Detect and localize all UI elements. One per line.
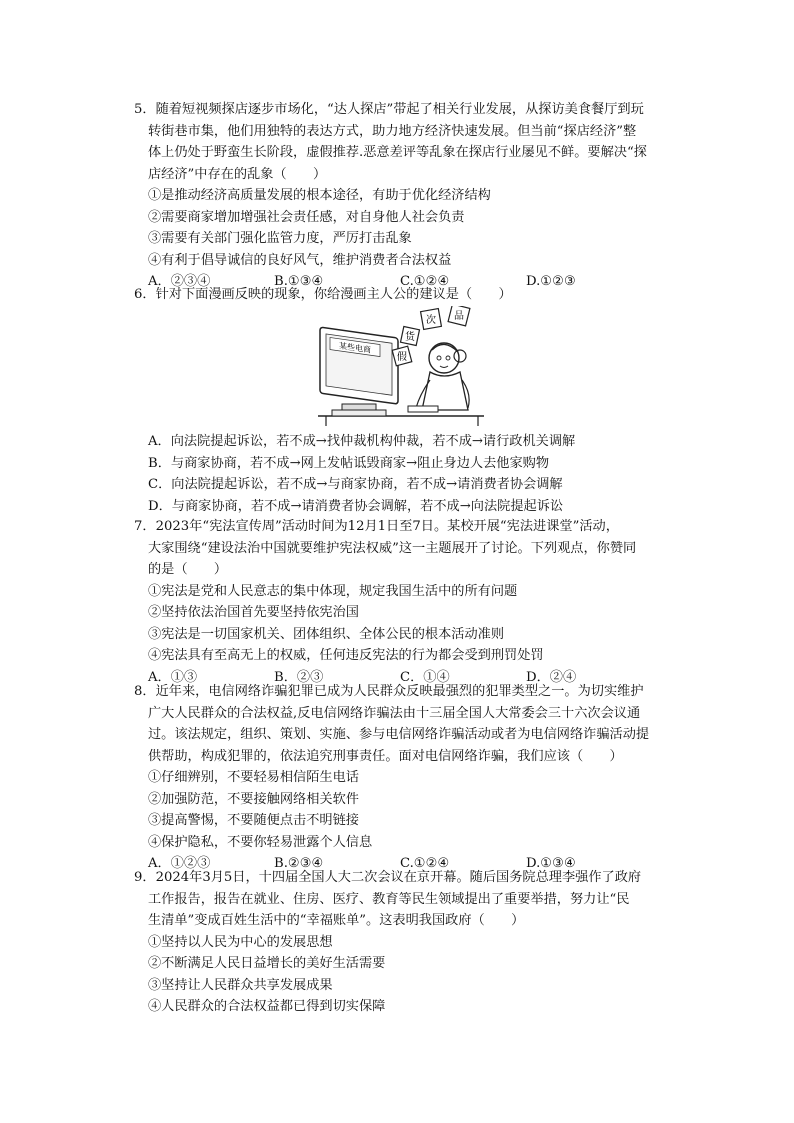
box-jia (392, 346, 412, 366)
question-number: 8． (134, 684, 156, 699)
question-number: 7． (134, 519, 156, 534)
stem-line: 广大人民群众的合法权益,反电信网络诈骗法由十三届全国人大常委会三十六次会议通 (148, 705, 641, 721)
choice-b[interactable]: B.①③④ (274, 274, 324, 289)
choice-a[interactable]: A．②③④ (148, 274, 211, 289)
question-number: 9． (134, 870, 156, 885)
question-number: 6． (134, 287, 156, 302)
choice-c[interactable]: C．①④ (400, 669, 450, 685)
question-stem (134, 284, 654, 306)
stem-line: 2023年“宪法宣传周”活动时间为12月1日至7日。某校开展“宪法进课堂”活动， (155, 519, 619, 534)
question-stem (134, 99, 654, 121)
choice-c[interactable]: C.①②④ (400, 856, 450, 871)
stem-line: 体上仍处于野蛮生长阶段，虚假推荐.恶意差评等乱象在探店行业屡见不鲜。要解决“探 (148, 145, 647, 160)
choice-b[interactable]: B.②③④ (274, 856, 324, 871)
stem-line: 的是（ ） (148, 562, 228, 577)
choice-a[interactable]: A．向法院提起诉讼，若不成→找仲裁机构仲裁，若不成→请行政机关调解 (148, 434, 576, 449)
statement-item: ④有利于倡导诚信的良好风气，维护消费者合法权益 (148, 252, 452, 268)
statement-item: ①坚持以人民为中心的发展思想 (148, 934, 333, 950)
question-stem (134, 867, 654, 889)
screen-label: 某些电商 (339, 341, 371, 355)
question-8 (134, 681, 654, 875)
choice-d[interactable]: D.①②③ (526, 274, 576, 289)
svg-text:次: 次 (426, 315, 436, 326)
statement-item: ④保护隐私，不要你轻易泄露个人信息 (148, 834, 373, 850)
statement-item: ④宪法具有至高无上的权威，任何违反宪法的行为都会受到刑罚处罚 (148, 648, 544, 663)
box-ci (421, 309, 442, 330)
statement-item: ②不断满足人民日益增长的美好生活需要 (148, 956, 386, 971)
stem-line: 工作报告，报告在就业、住房、医疗、教育等民生领域提出了重要举措，努力让“民 (148, 891, 630, 907)
choice-d[interactable]: D.①③④ (526, 856, 576, 871)
svg-text:货: 货 (405, 332, 415, 343)
stem-line: 店经济”中存在的乱象（ ） (148, 166, 327, 182)
stem-line: 供帮助，构成犯罪的，依法追究刑事责任。面对电信网络诈骗，我们应该（ ） (148, 748, 623, 764)
stem-line: 大家围绕“建设法治中国就要维护宪法权威”这一主题展开了讨论。下列观点，你赞同 (148, 540, 637, 556)
question-stem (134, 681, 654, 703)
statement-item: ③宪法是一切国家机关、团体组织、全体公民的根本活动准则 (148, 626, 505, 642)
choice-d[interactable]: D．②④ (526, 669, 577, 685)
question-6-options (134, 431, 654, 517)
statement-item: ③需要有关部门强化监管力度，严厉打击乱象 (148, 231, 412, 246)
box-huo (401, 327, 420, 346)
stem-line: 2024年3月5日，十四届全国人大二次会议在京开幕。随后国务院总理李强作了政府 (155, 870, 642, 885)
statement-item: ③提高警惕，不要随便点击不明链接 (148, 813, 359, 828)
statement-item: ②加强防范，不要接触网络相关软件 (148, 791, 359, 807)
statement-item: ②需要商家增加增强社会责任感，对自身他人社会负责 (148, 209, 465, 225)
choice-d[interactable]: D．与商家协商，若不成→请消费者协会调解，若不成→向法院提起诉讼 (148, 498, 564, 514)
question-9 (134, 867, 654, 1018)
question-5 (134, 99, 654, 293)
question-7 (134, 516, 654, 688)
choice-c[interactable]: C.①②④ (400, 274, 450, 289)
question-number: 5． (134, 102, 156, 117)
choice-c[interactable]: C．向法院提起诉讼，若不成→与商家协商，若不成→请消费者协会调解 (148, 477, 563, 492)
cartoon-image (312, 306, 490, 428)
stem-line: 生清单”变成百姓生活中的“幸福账单”。这表明我国政府（ ） (148, 913, 525, 928)
statement-item: ①是推动经济高质量发展的根本途径，有助于优化经济结构 (148, 188, 491, 203)
choice-a[interactable]: A．①②③ (148, 856, 211, 871)
svg-text:品: 品 (454, 311, 464, 322)
person-figure (408, 343, 469, 412)
stem-line: 近年来，电信网络诈骗犯罪已成为人民群众反映最强烈的犯罪类型之一。为切实维护 (155, 684, 644, 699)
monitor (320, 327, 398, 404)
stem-line: 随着短视频探店逐步市场化，“达人探店”带起了相关行业发展，从探访美食餐厅到玩 (155, 102, 644, 117)
stem-line: 过。该法规定，组织、策划、实施、参与电信网络诈骗活动或者为电信网络诈骗活动提 (148, 727, 650, 742)
stem-line: 转街巷市集，他们用独特的表达方式，助力地方经济快速发展。但当前“探店经济”整 (148, 123, 637, 139)
statement-item: ④人民群众的合法权益都已得到切实保障 (148, 999, 386, 1014)
choice-b[interactable]: B．②③ (274, 669, 324, 685)
stem-line: 针对下面漫画反映的现象，你给漫画主人公的建议是（ ） (155, 287, 512, 302)
statement-item: ①宪法是党和人民意志的集中体现，规定我国生活中的所有问题 (148, 583, 518, 599)
choice-a[interactable]: A．①③ (148, 669, 198, 685)
choice-b[interactable]: B．与商家协商，若不成→网上发帖诋毁商家→阻止身边人去他家购物 (148, 455, 550, 471)
statement-item: ①仔细辨别，不要轻易相信陌生电话 (148, 770, 359, 785)
box-pin (448, 306, 470, 326)
statement-item: ②坚持依法治国首先要坚持依宪治国 (148, 605, 359, 620)
svg-text:假: 假 (397, 352, 407, 363)
statement-item: ③坚持让人民群众共享发展成果 (148, 977, 333, 993)
question-stem (134, 516, 654, 538)
question-6 (134, 284, 654, 306)
